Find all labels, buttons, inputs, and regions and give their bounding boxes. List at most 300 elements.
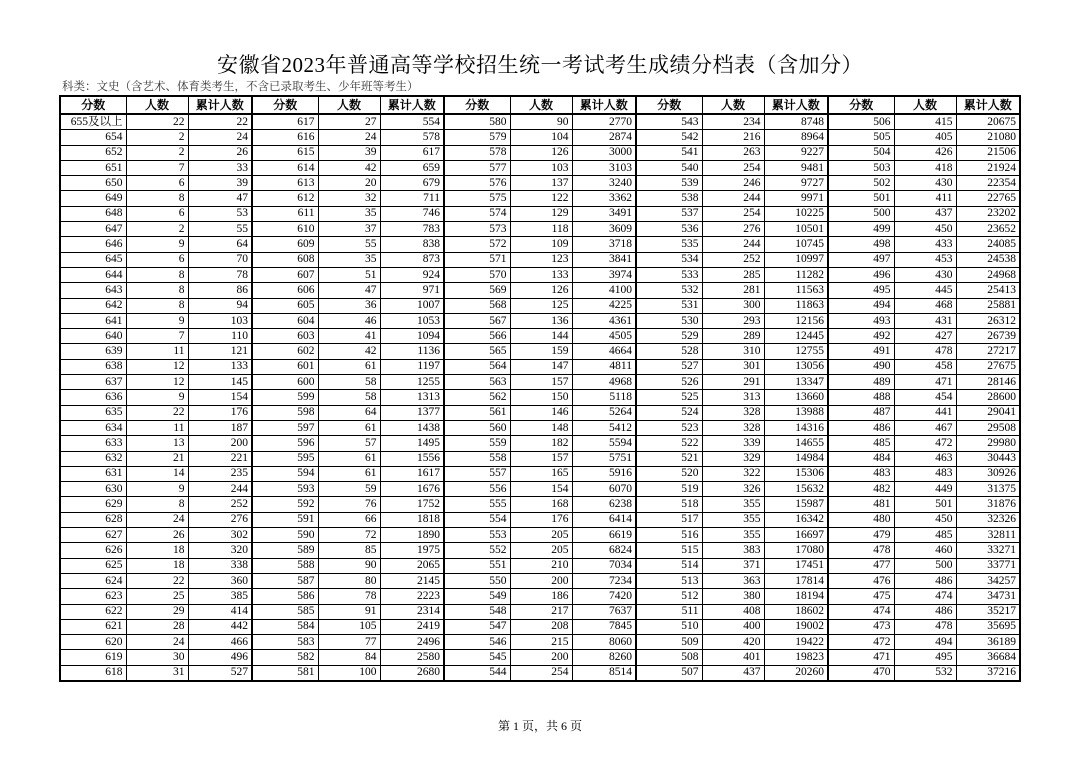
- score-cell: 486: [828, 420, 894, 435]
- count-cell: 205: [510, 528, 572, 543]
- score-cell: 528: [636, 344, 702, 359]
- cumulative-cell: 746: [380, 206, 444, 221]
- score-cell: 599: [252, 390, 318, 405]
- cumulative-cell: 711: [380, 191, 444, 206]
- score-cell: 574: [444, 206, 510, 221]
- count-cell: 37: [318, 222, 380, 237]
- count-cell: 494: [894, 635, 956, 650]
- score-cell: 554: [444, 512, 510, 527]
- score-cell: 471: [828, 650, 894, 665]
- count-cell: 405: [894, 130, 956, 145]
- cumulative-cell: 9727: [764, 176, 828, 191]
- cumulative-cell: 31375: [956, 482, 1020, 497]
- score-cell: 534: [636, 252, 702, 267]
- count-cell: 123: [510, 252, 572, 267]
- score-cell: 592: [252, 497, 318, 512]
- count-cell: 41: [318, 329, 380, 344]
- count-cell: 200: [510, 573, 572, 588]
- cumulative-cell: 27675: [956, 359, 1020, 374]
- cumulative-cell: 2065: [380, 558, 444, 573]
- score-cell: 591: [252, 512, 318, 527]
- count-cell: 208: [510, 619, 572, 634]
- score-cell: 516: [636, 528, 702, 543]
- score-cell: 573: [444, 222, 510, 237]
- score-cell: 611: [252, 206, 318, 221]
- count-cell: 26: [126, 528, 188, 543]
- cumulative-cell: 3362: [572, 191, 636, 206]
- table-row: [60, 130, 1020, 145]
- count-cell: 84: [318, 650, 380, 665]
- cumulative-cell: 20675: [956, 114, 1020, 130]
- count-cell: 313: [702, 390, 764, 405]
- score-cell: 630: [60, 482, 126, 497]
- score-cell: 581: [252, 665, 318, 681]
- score-cell: 490: [828, 359, 894, 374]
- cumulative-cell: 11563: [764, 283, 828, 298]
- score-cell: 598: [252, 405, 318, 420]
- count-cell: 42: [318, 160, 380, 175]
- score-cell: 567: [444, 313, 510, 328]
- cumulative-cell: 3240: [572, 176, 636, 191]
- cumulative-cell: 15632: [764, 482, 828, 497]
- score-cell: 557: [444, 466, 510, 481]
- table-header-row: [60, 96, 1020, 114]
- count-cell: 20: [318, 176, 380, 191]
- cumulative-cell: 5264: [572, 405, 636, 420]
- score-cell: 482: [828, 482, 894, 497]
- count-cell: 328: [702, 420, 764, 435]
- score-cell: 645: [60, 252, 126, 267]
- cumulative-cell: 154: [188, 390, 252, 405]
- cumulative-cell: 3841: [572, 252, 636, 267]
- count-cell: 12: [126, 359, 188, 374]
- cumulative-cell: 235: [188, 466, 252, 481]
- count-cell: 263: [702, 145, 764, 160]
- cumulative-cell: 47: [188, 191, 252, 206]
- count-cell: 217: [510, 604, 572, 619]
- count-cell: 433: [894, 237, 956, 252]
- cumulative-cell: 12156: [764, 313, 828, 328]
- score-cell: 515: [636, 543, 702, 558]
- cumulative-cell: 1197: [380, 359, 444, 374]
- score-cell: 609: [252, 237, 318, 252]
- count-cell: 285: [702, 267, 764, 282]
- count-cell: 401: [702, 650, 764, 665]
- count-cell: 326: [702, 482, 764, 497]
- cumulative-cell: 2223: [380, 589, 444, 604]
- score-cell: 535: [636, 237, 702, 252]
- count-cell: 144: [510, 329, 572, 344]
- cumulative-cell: 2314: [380, 604, 444, 619]
- count-cell: 430: [894, 176, 956, 191]
- score-cell: 472: [828, 635, 894, 650]
- count-cell: 460: [894, 543, 956, 558]
- score-cell: 601: [252, 359, 318, 374]
- cumulative-cell: 16342: [764, 512, 828, 527]
- count-cell: 136: [510, 313, 572, 328]
- cumulative-cell: 3103: [572, 160, 636, 175]
- score-cell: 564: [444, 359, 510, 374]
- score-cell: 505: [828, 130, 894, 145]
- cumulative-cell: 1556: [380, 451, 444, 466]
- cumulative-cell: 5916: [572, 466, 636, 481]
- cumulative-cell: 276: [188, 512, 252, 527]
- cumulative-cell: 33271: [956, 543, 1020, 558]
- count-cell: 51: [318, 267, 380, 282]
- cumulative-cell: 17451: [764, 558, 828, 573]
- cumulative-cell: 37216: [956, 665, 1020, 681]
- table-row: [60, 635, 1020, 650]
- column-header: 人数: [318, 96, 380, 114]
- score-cell: 593: [252, 482, 318, 497]
- cumulative-cell: 176: [188, 405, 252, 420]
- count-cell: 6: [126, 252, 188, 267]
- table-row: [60, 451, 1020, 466]
- cumulative-cell: 496: [188, 650, 252, 665]
- count-cell: 78: [318, 589, 380, 604]
- count-cell: 159: [510, 344, 572, 359]
- score-cell: 576: [444, 176, 510, 191]
- count-cell: 42: [318, 344, 380, 359]
- cumulative-cell: 17080: [764, 543, 828, 558]
- count-cell: 22: [126, 405, 188, 420]
- cumulative-cell: 1752: [380, 497, 444, 512]
- score-cell: 624: [60, 573, 126, 588]
- table-body: [60, 114, 1020, 681]
- cumulative-cell: 1255: [380, 375, 444, 390]
- cumulative-cell: 1676: [380, 482, 444, 497]
- cumulative-cell: 7637: [572, 604, 636, 619]
- score-cell: 604: [252, 313, 318, 328]
- score-cell: 473: [828, 619, 894, 634]
- score-cell: 603: [252, 329, 318, 344]
- cumulative-cell: 26739: [956, 329, 1020, 344]
- count-cell: 31: [126, 665, 188, 681]
- score-cell: 596: [252, 436, 318, 451]
- count-cell: 72: [318, 528, 380, 543]
- cumulative-cell: 7845: [572, 619, 636, 634]
- score-cell: 635: [60, 405, 126, 420]
- count-cell: 154: [510, 482, 572, 497]
- score-cell: 655及以上: [60, 114, 126, 130]
- cumulative-cell: 145: [188, 375, 252, 390]
- score-cell: 537: [636, 206, 702, 221]
- cumulative-cell: 29980: [956, 436, 1020, 451]
- table-row: [60, 237, 1020, 252]
- count-cell: 46: [318, 313, 380, 328]
- count-cell: 9: [126, 390, 188, 405]
- score-cell: 556: [444, 482, 510, 497]
- score-cell: 565: [444, 344, 510, 359]
- column-header: 累计人数: [380, 96, 444, 114]
- score-cell: 636: [60, 390, 126, 405]
- score-cell: 612: [252, 191, 318, 206]
- column-header: 人数: [126, 96, 188, 114]
- count-cell: 61: [318, 420, 380, 435]
- score-cell: 507: [636, 665, 702, 681]
- score-cell: 648: [60, 206, 126, 221]
- score-cell: 629: [60, 497, 126, 512]
- cumulative-cell: 1890: [380, 528, 444, 543]
- score-cell: 487: [828, 405, 894, 420]
- score-cell: 585: [252, 604, 318, 619]
- count-cell: 61: [318, 359, 380, 374]
- count-cell: 339: [702, 436, 764, 451]
- cumulative-cell: 19002: [764, 619, 828, 634]
- table-row: [60, 420, 1020, 435]
- count-cell: 21: [126, 451, 188, 466]
- cumulative-cell: 2874: [572, 130, 636, 145]
- column-header: 累计人数: [188, 96, 252, 114]
- count-cell: 57: [318, 436, 380, 451]
- count-cell: 55: [318, 237, 380, 252]
- cumulative-cell: 86: [188, 283, 252, 298]
- column-header: 累计人数: [764, 96, 828, 114]
- cumulative-cell: 679: [380, 176, 444, 191]
- table-row: [60, 329, 1020, 344]
- table-row: [60, 160, 1020, 175]
- cumulative-cell: 8260: [572, 650, 636, 665]
- score-cell: 652: [60, 145, 126, 160]
- count-cell: 176: [510, 512, 572, 527]
- score-cell: 589: [252, 543, 318, 558]
- cumulative-cell: 873: [380, 252, 444, 267]
- cumulative-cell: 7234: [572, 573, 636, 588]
- count-cell: 329: [702, 451, 764, 466]
- score-cell: 502: [828, 176, 894, 191]
- count-cell: 24: [318, 130, 380, 145]
- cumulative-cell: 13988: [764, 405, 828, 420]
- score-cell: 560: [444, 420, 510, 435]
- score-cell: 513: [636, 573, 702, 588]
- count-cell: 90: [510, 114, 572, 130]
- count-cell: 9: [126, 482, 188, 497]
- cumulative-cell: 1007: [380, 298, 444, 313]
- score-cell: 524: [636, 405, 702, 420]
- score-cell: 495: [828, 283, 894, 298]
- score-cell: 514: [636, 558, 702, 573]
- score-cell: 512: [636, 589, 702, 604]
- cumulative-cell: 971: [380, 283, 444, 298]
- cumulative-cell: 20260: [764, 665, 828, 681]
- score-cell: 552: [444, 543, 510, 558]
- cumulative-cell: 21080: [956, 130, 1020, 145]
- score-cell: 510: [636, 619, 702, 634]
- cumulative-cell: 6070: [572, 482, 636, 497]
- count-cell: 103: [510, 160, 572, 175]
- cumulative-cell: 32326: [956, 512, 1020, 527]
- score-cell: 579: [444, 130, 510, 145]
- count-cell: 441: [894, 405, 956, 420]
- count-cell: 186: [510, 589, 572, 604]
- table-row: [60, 252, 1020, 267]
- score-cell: 650: [60, 176, 126, 191]
- count-cell: 244: [702, 237, 764, 252]
- count-cell: 234: [702, 114, 764, 130]
- count-cell: 137: [510, 176, 572, 191]
- cumulative-cell: 2496: [380, 635, 444, 650]
- score-cell: 491: [828, 344, 894, 359]
- cumulative-cell: 53: [188, 206, 252, 221]
- count-cell: 355: [702, 528, 764, 543]
- count-cell: 22: [126, 114, 188, 130]
- score-cell: 586: [252, 589, 318, 604]
- cumulative-cell: 1053: [380, 313, 444, 328]
- column-header: 分数: [636, 96, 702, 114]
- count-cell: 8: [126, 298, 188, 313]
- score-cell: 588: [252, 558, 318, 573]
- score-cell: 627: [60, 528, 126, 543]
- count-cell: 35: [318, 252, 380, 267]
- count-cell: 215: [510, 635, 572, 650]
- count-cell: 281: [702, 283, 764, 298]
- score-cell: 526: [636, 375, 702, 390]
- score-cell: 517: [636, 512, 702, 527]
- column-header: 人数: [510, 96, 572, 114]
- score-cell: 606: [252, 283, 318, 298]
- count-cell: 289: [702, 329, 764, 344]
- count-cell: 22: [126, 573, 188, 588]
- count-cell: 468: [894, 298, 956, 313]
- count-cell: 6: [126, 176, 188, 191]
- score-cell: 568: [444, 298, 510, 313]
- count-cell: 486: [894, 604, 956, 619]
- count-cell: 64: [318, 405, 380, 420]
- cumulative-cell: 35217: [956, 604, 1020, 619]
- cumulative-cell: 3974: [572, 267, 636, 282]
- cumulative-cell: 1617: [380, 466, 444, 481]
- table-row: [60, 558, 1020, 573]
- count-cell: 471: [894, 375, 956, 390]
- page-title: 安徽省2023年普通高等学校招生统一考试考生成绩分档表（含加分）: [217, 53, 863, 77]
- cumulative-cell: 25413: [956, 283, 1020, 298]
- cumulative-cell: 338: [188, 558, 252, 573]
- table-row: [60, 176, 1020, 191]
- count-cell: 291: [702, 375, 764, 390]
- cumulative-cell: 221: [188, 451, 252, 466]
- score-cell: 644: [60, 267, 126, 282]
- cumulative-cell: 25881: [956, 298, 1020, 313]
- count-cell: 254: [510, 665, 572, 681]
- score-cell: 587: [252, 573, 318, 588]
- table-row: [60, 604, 1020, 619]
- cumulative-cell: 4361: [572, 313, 636, 328]
- count-cell: 474: [894, 589, 956, 604]
- count-cell: 426: [894, 145, 956, 160]
- cumulative-cell: 200: [188, 436, 252, 451]
- count-cell: 532: [894, 665, 956, 681]
- score-cell: 501: [828, 191, 894, 206]
- score-cell: 543: [636, 114, 702, 130]
- cumulative-cell: 5751: [572, 451, 636, 466]
- score-cell: 605: [252, 298, 318, 313]
- count-cell: 47: [318, 283, 380, 298]
- table-row: [60, 298, 1020, 313]
- score-cell: 546: [444, 635, 510, 650]
- cumulative-cell: 26312: [956, 313, 1020, 328]
- count-cell: 486: [894, 573, 956, 588]
- score-cell: 542: [636, 130, 702, 145]
- count-cell: 328: [702, 405, 764, 420]
- count-cell: 58: [318, 390, 380, 405]
- score-cell: 504: [828, 145, 894, 160]
- count-cell: 157: [510, 451, 572, 466]
- table-row: [60, 222, 1020, 237]
- column-header: 分数: [444, 96, 510, 114]
- cumulative-cell: 2419: [380, 619, 444, 634]
- count-cell: 126: [510, 145, 572, 160]
- score-cell: 493: [828, 313, 894, 328]
- page-footer: 第 1 页，共 6 页: [497, 719, 582, 733]
- score-cell: 521: [636, 451, 702, 466]
- score-cell: 481: [828, 497, 894, 512]
- count-cell: 7: [126, 160, 188, 175]
- cumulative-cell: 4968: [572, 375, 636, 390]
- cumulative-cell: 10225: [764, 206, 828, 221]
- count-cell: 9: [126, 237, 188, 252]
- cumulative-cell: 17814: [764, 573, 828, 588]
- score-cell: 551: [444, 558, 510, 573]
- count-cell: 14: [126, 466, 188, 481]
- cumulative-cell: 31876: [956, 497, 1020, 512]
- score-cell: 527: [636, 359, 702, 374]
- cumulative-cell: 103: [188, 313, 252, 328]
- cumulative-cell: 5118: [572, 390, 636, 405]
- count-cell: 408: [702, 604, 764, 619]
- count-cell: 437: [894, 206, 956, 221]
- score-cell: 492: [828, 329, 894, 344]
- cumulative-cell: 4505: [572, 329, 636, 344]
- score-cell: 607: [252, 267, 318, 282]
- count-cell: 77: [318, 635, 380, 650]
- cumulative-cell: 1975: [380, 543, 444, 558]
- count-cell: 8: [126, 267, 188, 282]
- cumulative-cell: 110: [188, 329, 252, 344]
- cumulative-cell: 15987: [764, 497, 828, 512]
- count-cell: 322: [702, 466, 764, 481]
- score-cell: 654: [60, 130, 126, 145]
- score-cell: 538: [636, 191, 702, 206]
- count-cell: 24: [126, 512, 188, 527]
- score-cell: 530: [636, 313, 702, 328]
- score-cell: 625: [60, 558, 126, 573]
- column-header: 人数: [894, 96, 956, 114]
- count-cell: 150: [510, 390, 572, 405]
- cumulative-cell: 19823: [764, 650, 828, 665]
- score-cell: 488: [828, 390, 894, 405]
- count-cell: 27: [318, 114, 380, 130]
- column-header: 分数: [252, 96, 318, 114]
- count-cell: 165: [510, 466, 572, 481]
- cumulative-cell: 2580: [380, 650, 444, 665]
- count-cell: 39: [318, 145, 380, 160]
- table-row: [60, 206, 1020, 221]
- cumulative-cell: 659: [380, 160, 444, 175]
- cumulative-cell: 21506: [956, 145, 1020, 160]
- score-cell: 590: [252, 528, 318, 543]
- score-cell: 594: [252, 466, 318, 481]
- table-row: [60, 589, 1020, 604]
- count-cell: 168: [510, 497, 572, 512]
- count-cell: 363: [702, 573, 764, 588]
- cumulative-cell: 4811: [572, 359, 636, 374]
- cumulative-cell: 13056: [764, 359, 828, 374]
- count-cell: 437: [702, 665, 764, 681]
- cumulative-cell: 5412: [572, 420, 636, 435]
- cumulative-cell: 78: [188, 267, 252, 282]
- score-cell: 496: [828, 267, 894, 282]
- cumulative-cell: 64: [188, 237, 252, 252]
